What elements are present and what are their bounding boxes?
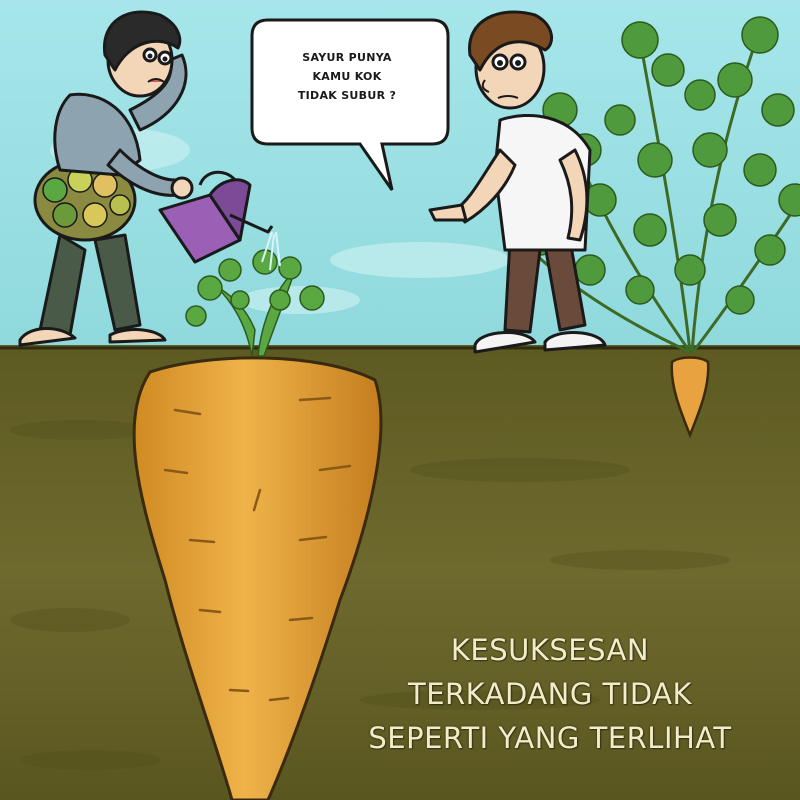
caption-line-2: TERKADANG TIDAK: [407, 677, 693, 711]
speech-line-3: TIDAK SUBUR ?: [297, 89, 397, 102]
caption-line-3: SEPERTI YANG TERLIHAT: [368, 721, 732, 755]
speech-bubble-text: [262, 48, 432, 105]
speech-line-2: KAMU KOK: [312, 70, 382, 83]
speech-line-1: SAYUR PUNYA: [302, 51, 392, 64]
caption-line-1: KESUKSESAN: [450, 633, 650, 667]
caption-text: [300, 628, 800, 760]
